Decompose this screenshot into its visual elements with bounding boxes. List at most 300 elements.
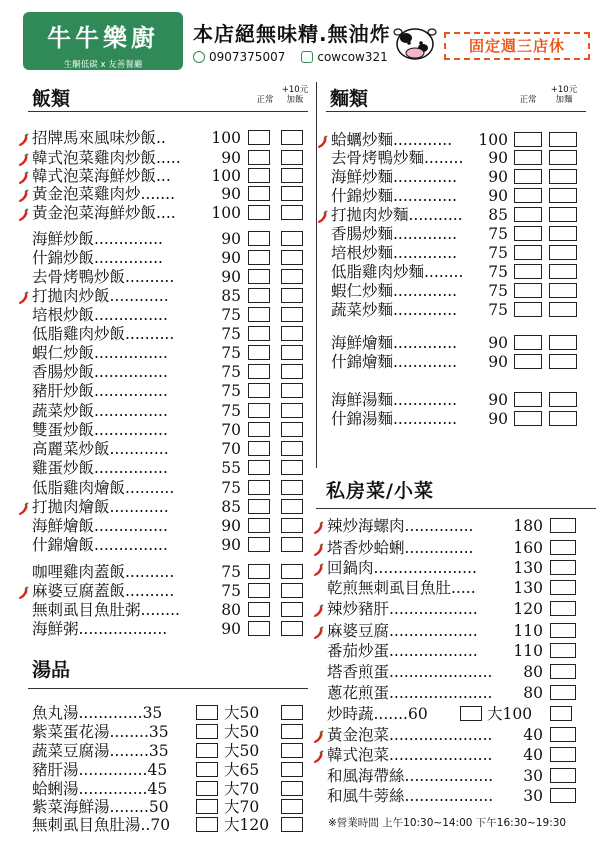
soup-name: 蛤蜊湯.............. bbox=[32, 780, 148, 798]
menu-item-price: 120 bbox=[513, 600, 543, 618]
menu-item bbox=[32, 381, 168, 401]
menu-item-name: 回鍋肉..................... bbox=[327, 559, 477, 577]
noodle-col-normal: 正常 bbox=[519, 95, 537, 105]
menu-item-name: 海鮮湯麵............. bbox=[331, 391, 458, 409]
order-checkbox-extra[interactable] bbox=[549, 264, 577, 279]
order-checkbox-normal[interactable] bbox=[514, 245, 542, 260]
order-checkbox-extra[interactable] bbox=[549, 132, 577, 147]
order-checkbox-normal[interactable] bbox=[514, 335, 542, 350]
soup-item bbox=[32, 779, 167, 799]
menu-item-name: 辣炒豬肝.................. bbox=[327, 600, 478, 618]
order-checkbox-extra[interactable] bbox=[549, 335, 577, 350]
order-checkbox-large[interactable] bbox=[281, 799, 303, 814]
order-checkbox-extra[interactable] bbox=[281, 441, 303, 456]
soup-price-small: 35 bbox=[148, 723, 169, 741]
order-checkbox-extra[interactable] bbox=[281, 205, 303, 220]
order-checkbox-small[interactable] bbox=[196, 724, 218, 739]
soup-name: 豬肝湯.............. bbox=[32, 761, 148, 779]
menu-item bbox=[331, 130, 452, 150]
menu-item-price: 90 bbox=[488, 334, 508, 352]
menu-item bbox=[331, 300, 457, 320]
order-checkbox-normal[interactable] bbox=[248, 499, 270, 514]
menu-item-price: 75 bbox=[221, 479, 241, 497]
soup-price-large: 120 bbox=[239, 816, 270, 834]
menu-item bbox=[32, 562, 174, 582]
order-checkbox-extra[interactable] bbox=[549, 226, 577, 241]
order-checkbox-normal[interactable] bbox=[248, 441, 270, 456]
order-checkbox-extra[interactable] bbox=[281, 583, 303, 598]
menu-item-name: 雙蛋炒飯............... bbox=[32, 421, 168, 439]
menu-item-price: 70 bbox=[221, 440, 241, 458]
menu-item bbox=[32, 401, 168, 421]
menu-item-price: 85 bbox=[221, 287, 241, 305]
menu-item-price: 55 bbox=[221, 459, 241, 477]
order-checkbox-normal[interactable] bbox=[550, 685, 576, 700]
order-checkbox-normal[interactable] bbox=[550, 601, 576, 616]
menu-item-price: 110 bbox=[513, 642, 543, 660]
order-checkbox-extra[interactable] bbox=[281, 602, 303, 617]
order-checkbox-normal[interactable] bbox=[550, 664, 576, 679]
menu-item-name: 打拋肉炒飯............ bbox=[32, 287, 169, 305]
order-checkbox-normal[interactable] bbox=[514, 354, 542, 369]
menu-item-price: 75 bbox=[221, 344, 241, 362]
order-checkbox-extra[interactable] bbox=[281, 168, 303, 183]
order-checkbox-normal[interactable] bbox=[248, 364, 270, 379]
order-checkbox-normal[interactable] bbox=[248, 150, 270, 165]
menu-item-price: 75 bbox=[221, 582, 241, 600]
phone-number: 0907375007 bbox=[209, 50, 286, 64]
chili-icon bbox=[18, 170, 30, 184]
menu-item-price: 100 bbox=[211, 129, 241, 147]
order-checkbox-extra[interactable] bbox=[281, 364, 303, 379]
menu-item-price: 90 bbox=[488, 391, 508, 409]
order-checkbox-normal[interactable] bbox=[248, 583, 270, 598]
menu-item bbox=[32, 184, 175, 204]
large-label: 大 bbox=[224, 816, 240, 834]
large-label: 大 bbox=[224, 742, 240, 760]
menu-item-price: 80 bbox=[523, 684, 543, 702]
menu-item bbox=[331, 262, 463, 282]
order-checkbox-extra[interactable] bbox=[281, 621, 303, 636]
order-checkbox-normal[interactable] bbox=[248, 422, 270, 437]
order-checkbox-large[interactable] bbox=[281, 781, 303, 796]
menu-item bbox=[32, 267, 174, 287]
rice-section-title: 飯類 bbox=[32, 88, 71, 110]
rice-col-normal: 正常 bbox=[256, 95, 274, 105]
menu-item bbox=[327, 621, 478, 641]
menu-item-name: 什錦炒麵............. bbox=[331, 187, 458, 205]
menu-item-price: 90 bbox=[221, 536, 241, 554]
menu-item-name: 乾煎無刺虱目魚肚..... bbox=[327, 579, 476, 597]
menu-item-price: 90 bbox=[488, 410, 508, 428]
soup-large bbox=[224, 815, 269, 835]
order-checkbox-normal[interactable] bbox=[248, 130, 270, 145]
logo bbox=[23, 12, 183, 70]
order-checkbox-extra[interactable] bbox=[281, 231, 303, 246]
chili-icon bbox=[18, 290, 30, 304]
menu-item bbox=[32, 343, 168, 363]
menu-item-name: 蛤蠣炒麵............ bbox=[331, 131, 453, 149]
contact-info bbox=[193, 50, 388, 64]
order-checkbox-normal[interactable] bbox=[550, 727, 576, 742]
private-section-title: 私房菜/小菜 bbox=[326, 480, 434, 502]
order-checkbox-small[interactable] bbox=[196, 817, 218, 832]
order-checkbox-normal[interactable] bbox=[248, 307, 270, 322]
menu-item-name: 黃金泡菜..................... bbox=[327, 726, 493, 744]
soup-price-small: 70 bbox=[150, 816, 171, 834]
menu-item-price: 90 bbox=[221, 517, 241, 535]
order-checkbox-large[interactable] bbox=[281, 743, 303, 758]
menu-item-price: 90 bbox=[488, 168, 508, 186]
menu-item-name: 海鮮粥.................. bbox=[32, 620, 168, 638]
order-checkbox-normal[interactable] bbox=[514, 188, 542, 203]
menu-item-price: 75 bbox=[488, 263, 508, 281]
order-checkbox-normal[interactable] bbox=[514, 411, 542, 426]
order-checkbox-extra[interactable] bbox=[281, 518, 303, 533]
large-label: 大 bbox=[224, 780, 240, 798]
order-checkbox-extra[interactable] bbox=[281, 383, 303, 398]
menu-item-name: 蝦仁炒飯............... bbox=[32, 344, 168, 362]
seasonal-large bbox=[487, 704, 532, 724]
soup-large bbox=[224, 760, 259, 780]
soup-price-small: 35 bbox=[142, 704, 163, 722]
order-checkbox-extra[interactable] bbox=[281, 288, 303, 303]
menu-item-name: 豬肝炒飯............... bbox=[32, 382, 168, 400]
order-checkbox-extra[interactable] bbox=[281, 499, 303, 514]
menu-item bbox=[32, 305, 168, 325]
menu-item bbox=[32, 619, 167, 639]
order-checkbox-extra[interactable] bbox=[281, 345, 303, 360]
order-checkbox-normal[interactable] bbox=[248, 460, 270, 475]
menu-item-name: 塔香炒蛤蜊.............. bbox=[327, 539, 474, 557]
headline: 本店絕無味精.無油炸 bbox=[193, 22, 391, 46]
menu-item-price: 90 bbox=[488, 353, 508, 371]
menu-item-name: 韓式泡菜..................... bbox=[327, 746, 493, 764]
order-checkbox-small[interactable] bbox=[196, 762, 218, 777]
rice-divider bbox=[28, 111, 308, 112]
order-checkbox-normal[interactable] bbox=[514, 302, 542, 317]
menu-item bbox=[32, 420, 168, 440]
menu-item-price: 40 bbox=[523, 746, 543, 764]
menu-item bbox=[32, 458, 168, 478]
order-checkbox-large[interactable] bbox=[281, 724, 303, 739]
order-checkbox-normal[interactable] bbox=[550, 747, 576, 762]
order-checkbox-extra[interactable] bbox=[549, 392, 577, 407]
menu-item bbox=[327, 558, 477, 578]
order-checkbox-small[interactable] bbox=[196, 799, 218, 814]
menu-item bbox=[327, 745, 492, 765]
menu-item-name: 咖哩雞肉蓋飯.......... bbox=[32, 563, 175, 581]
menu-item-price: 75 bbox=[488, 225, 508, 243]
menu-item bbox=[327, 766, 493, 786]
soup-large bbox=[224, 779, 259, 799]
menu-item bbox=[327, 516, 473, 536]
menu-item-name: 麻婆豆腐.................. bbox=[327, 622, 478, 640]
large-price: 100 bbox=[502, 705, 533, 723]
order-checkbox-normal[interactable] bbox=[248, 345, 270, 360]
soup-price-small: 45 bbox=[147, 780, 168, 798]
menu-item bbox=[32, 516, 168, 536]
menu-item-price: 90 bbox=[221, 249, 241, 267]
order-checkbox-extra[interactable] bbox=[281, 460, 303, 475]
menu-item-price: 75 bbox=[221, 402, 241, 420]
menu-item-price: 100 bbox=[478, 131, 508, 149]
menu-item bbox=[32, 166, 171, 186]
menu-item-price: 100 bbox=[211, 204, 241, 222]
soup-item bbox=[32, 703, 162, 723]
menu-item-seasonal bbox=[327, 704, 428, 724]
order-checkbox-normal[interactable] bbox=[248, 621, 270, 636]
logo-slogan: 生酮低碳 x 友善餐廳 bbox=[63, 60, 143, 70]
chili-icon bbox=[317, 209, 329, 223]
order-checkbox-normal[interactable] bbox=[248, 250, 270, 265]
order-checkbox-extra[interactable] bbox=[281, 307, 303, 322]
order-checkbox-normal[interactable] bbox=[248, 326, 270, 341]
order-checkbox-large[interactable] bbox=[550, 706, 572, 721]
order-checkbox-normal[interactable] bbox=[248, 288, 270, 303]
menu-item bbox=[331, 167, 457, 187]
soup-large bbox=[224, 797, 259, 817]
order-checkbox-large[interactable] bbox=[281, 762, 303, 777]
order-checkbox-extra[interactable] bbox=[281, 564, 303, 579]
order-checkbox-extra[interactable] bbox=[281, 403, 303, 418]
soup-name: 蔬菜豆腐湯........ bbox=[32, 742, 149, 760]
soup-name: 紫菜蛋花湯........ bbox=[32, 723, 149, 741]
menu-item bbox=[327, 578, 476, 598]
order-checkbox-extra[interactable] bbox=[549, 207, 577, 222]
menu-item-price: 130 bbox=[513, 579, 543, 597]
menu-item-name: 雞蛋炒飯............... bbox=[32, 459, 168, 477]
order-checkbox-normal[interactable] bbox=[550, 788, 576, 803]
large-label: 大 bbox=[487, 705, 503, 723]
order-checkbox-normal[interactable] bbox=[248, 602, 270, 617]
closed-day-notice: 固定週三店休 bbox=[444, 32, 590, 60]
menu-item-price: 85 bbox=[488, 206, 508, 224]
soup-price-small: 45 bbox=[147, 761, 168, 779]
menu-item-name: 韓式泡菜雞肉炒飯..... bbox=[32, 149, 181, 167]
order-checkbox-small[interactable] bbox=[460, 706, 482, 721]
order-checkbox-normal[interactable] bbox=[248, 564, 270, 579]
order-checkbox-normal[interactable] bbox=[550, 643, 576, 658]
menu-item bbox=[327, 786, 493, 806]
menu-item-price: 110 bbox=[513, 622, 543, 640]
menu-item-price: 75 bbox=[488, 301, 508, 319]
menu-item bbox=[331, 352, 457, 372]
order-checkbox-normal[interactable] bbox=[248, 231, 270, 246]
soup-price-large: 70 bbox=[239, 798, 260, 816]
menu-item-name: 低脂雞肉炒麵........ bbox=[331, 263, 464, 281]
chili-icon bbox=[18, 132, 30, 146]
order-checkbox-normal[interactable] bbox=[550, 580, 576, 595]
soup-price-large: 70 bbox=[239, 780, 260, 798]
menu-item bbox=[32, 148, 181, 168]
chili-icon bbox=[313, 603, 325, 617]
menu-item-price: 90 bbox=[221, 149, 241, 167]
menu-item-price: 75 bbox=[221, 363, 241, 381]
chili-icon bbox=[317, 134, 329, 148]
soup-item bbox=[32, 722, 169, 742]
menu-item-name: 塔香煎蛋..................... bbox=[327, 663, 493, 681]
order-checkbox-extra[interactable] bbox=[549, 245, 577, 260]
order-checkbox-small[interactable] bbox=[196, 781, 218, 796]
menu-item-price: 90 bbox=[221, 185, 241, 203]
noodle-divider bbox=[326, 111, 586, 112]
order-checkbox-extra[interactable] bbox=[281, 130, 303, 145]
menu-item-name: 蔬菜炒麵............. bbox=[331, 301, 458, 319]
menu-item-price: 30 bbox=[523, 767, 543, 785]
chili-icon bbox=[18, 152, 30, 166]
line-icon bbox=[301, 51, 313, 63]
chili-icon bbox=[313, 729, 325, 743]
order-checkbox-normal[interactable] bbox=[248, 480, 270, 495]
order-checkbox-large[interactable] bbox=[281, 705, 303, 720]
chili-icon bbox=[313, 520, 325, 534]
menu-item-price: 30 bbox=[523, 787, 543, 805]
menu-item-name: 海鮮炒麵............. bbox=[331, 168, 458, 186]
order-checkbox-normal[interactable] bbox=[514, 392, 542, 407]
large-label: 大 bbox=[224, 761, 240, 779]
order-checkbox-extra[interactable] bbox=[549, 411, 577, 426]
order-checkbox-normal[interactable] bbox=[248, 186, 270, 201]
menu-item bbox=[331, 333, 457, 353]
order-checkbox-normal[interactable] bbox=[248, 168, 270, 183]
noodle-section-title: 麵類 bbox=[330, 88, 369, 110]
order-checkbox-extra[interactable] bbox=[281, 480, 303, 495]
soup-item bbox=[32, 741, 169, 761]
menu-item-name: 培根炒飯............... bbox=[32, 306, 168, 324]
chili-icon bbox=[18, 188, 30, 202]
order-checkbox-normal[interactable] bbox=[248, 269, 270, 284]
chili-icon bbox=[18, 207, 30, 221]
menu-item-price: 130 bbox=[513, 559, 543, 577]
menu-item-price: 90 bbox=[221, 230, 241, 248]
menu-item bbox=[331, 243, 457, 263]
order-checkbox-small[interactable] bbox=[196, 743, 218, 758]
order-checkbox-normal[interactable] bbox=[514, 226, 542, 241]
soup-divider bbox=[28, 688, 308, 689]
order-checkbox-normal[interactable] bbox=[550, 560, 576, 575]
order-checkbox-extra[interactable] bbox=[549, 354, 577, 369]
chili-icon bbox=[313, 749, 325, 763]
order-checkbox-normal[interactable] bbox=[248, 205, 270, 220]
phone-icon bbox=[193, 51, 205, 63]
soup-name: 紫菜海鮮湯........ bbox=[32, 798, 149, 816]
order-checkbox-extra[interactable] bbox=[281, 422, 303, 437]
menu-item bbox=[32, 128, 166, 148]
order-checkbox-small[interactable] bbox=[196, 705, 218, 720]
order-checkbox-extra[interactable] bbox=[549, 283, 577, 298]
menu-item-price: 160 bbox=[513, 539, 543, 557]
menu-item-name: 海鮮燴麵............. bbox=[331, 334, 458, 352]
order-checkbox-normal[interactable] bbox=[550, 623, 576, 638]
menu-item-price: 90 bbox=[488, 187, 508, 205]
menu-item-name: 和風海帶絲.................. bbox=[327, 767, 494, 785]
order-checkbox-extra[interactable] bbox=[549, 169, 577, 184]
menu-item-name: 番茄炒蛋.................. bbox=[327, 642, 478, 660]
soup-name: 無刺虱目魚肚湯.. bbox=[32, 816, 151, 834]
order-checkbox-extra[interactable] bbox=[281, 537, 303, 552]
order-checkbox-normal[interactable] bbox=[514, 264, 542, 279]
rice-col-extra: +10元 加飯 bbox=[281, 85, 309, 105]
menu-item bbox=[32, 439, 169, 459]
order-checkbox-extra[interactable] bbox=[549, 302, 577, 317]
menu-item bbox=[32, 324, 174, 344]
order-checkbox-extra[interactable] bbox=[281, 186, 303, 201]
menu-item-name: 低脂雞肉燴飯.......... bbox=[32, 479, 175, 497]
menu-item bbox=[327, 538, 473, 558]
order-checkbox-extra[interactable] bbox=[281, 269, 303, 284]
order-checkbox-normal[interactable] bbox=[550, 540, 576, 555]
menu-item-price: 75 bbox=[221, 325, 241, 343]
order-checkbox-normal[interactable] bbox=[514, 150, 542, 165]
cow-icon bbox=[392, 22, 438, 62]
chili-icon bbox=[313, 625, 325, 639]
menu-item-name: 什錦燴麵............. bbox=[331, 353, 458, 371]
order-checkbox-normal[interactable] bbox=[248, 403, 270, 418]
order-checkbox-normal[interactable] bbox=[514, 283, 542, 298]
soup-price-small: 50 bbox=[148, 798, 169, 816]
soup-item bbox=[32, 760, 167, 780]
menu-item bbox=[331, 186, 457, 206]
menu-item-name: 高麗菜炒飯............ bbox=[32, 440, 169, 458]
order-checkbox-extra[interactable] bbox=[281, 250, 303, 265]
menu-item-name: 低脂雞肉炒飯.......... bbox=[32, 325, 175, 343]
menu-item bbox=[327, 683, 492, 703]
business-hours: ※營業時間 上午10:30~14:00 下午16:30~19:30 bbox=[328, 817, 567, 829]
noodle-col-extra: +10元 加麵 bbox=[550, 85, 578, 105]
order-checkbox-normal[interactable] bbox=[248, 518, 270, 533]
soup-large bbox=[224, 703, 259, 723]
menu-item bbox=[32, 286, 169, 306]
menu-item-price: 70 bbox=[221, 421, 241, 439]
order-checkbox-normal[interactable] bbox=[248, 383, 270, 398]
menu-item-name: 蔬菜炒飯............... bbox=[32, 402, 168, 420]
menu-item-price: 75 bbox=[221, 306, 241, 324]
order-checkbox-extra[interactable] bbox=[549, 188, 577, 203]
order-checkbox-normal[interactable] bbox=[550, 768, 576, 783]
soup-section-title: 湯品 bbox=[32, 659, 71, 681]
soup-name: 魚丸湯............. bbox=[32, 704, 143, 722]
menu-item-price: 75 bbox=[488, 244, 508, 262]
soup-price-large: 50 bbox=[239, 723, 260, 741]
order-checkbox-extra[interactable] bbox=[281, 326, 303, 341]
menu-item-price-small: 60 bbox=[408, 705, 428, 723]
menu-item-name: 培根炒麵............. bbox=[331, 244, 458, 262]
order-checkbox-normal[interactable] bbox=[248, 537, 270, 552]
menu-item bbox=[331, 224, 457, 244]
menu-item-name: 海鮮炒飯.............. bbox=[32, 230, 163, 248]
soup-item bbox=[32, 815, 170, 835]
menu-item-name: 香腸炒麵............. bbox=[331, 225, 458, 243]
soup-price-small: 35 bbox=[148, 742, 169, 760]
menu-item-price: 80 bbox=[221, 601, 241, 619]
order-checkbox-normal[interactable] bbox=[514, 132, 542, 147]
menu-item bbox=[32, 581, 174, 601]
order-checkbox-large[interactable] bbox=[281, 817, 303, 832]
menu-item bbox=[327, 662, 492, 682]
menu-item-name: 打拋肉燴飯............ bbox=[32, 498, 169, 516]
large-label: 大 bbox=[224, 704, 240, 722]
order-checkbox-normal[interactable] bbox=[550, 518, 576, 533]
menu-item bbox=[331, 205, 463, 225]
soup-large bbox=[224, 722, 259, 742]
order-checkbox-normal[interactable] bbox=[514, 207, 542, 222]
order-checkbox-normal[interactable] bbox=[514, 169, 542, 184]
order-checkbox-extra[interactable] bbox=[549, 150, 577, 165]
menu-item-name: 什錦燴飯............... bbox=[32, 536, 168, 554]
order-checkbox-extra[interactable] bbox=[281, 150, 303, 165]
menu-item-price: 90 bbox=[488, 149, 508, 167]
